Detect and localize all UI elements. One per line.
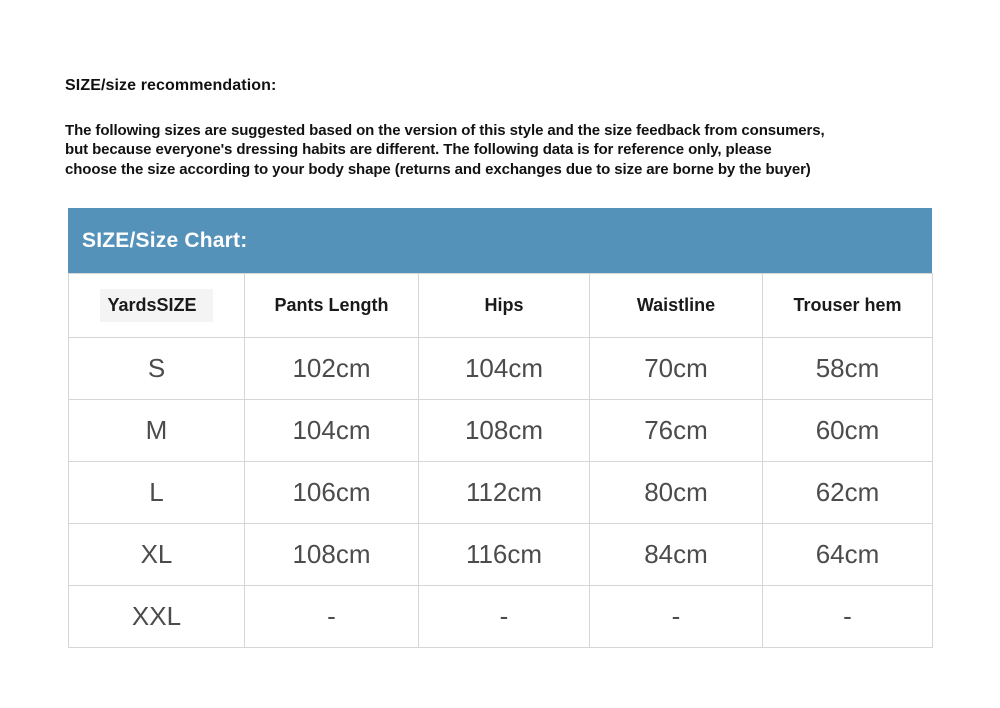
cell-value: 108cm (245, 524, 419, 586)
cell-value: 108cm (419, 400, 590, 462)
table-row-xxl (69, 586, 933, 648)
cell-value: 116cm (419, 524, 590, 586)
table-row-s (69, 338, 933, 400)
column-header-waistline: Waistline (590, 274, 763, 338)
cell-value: 80cm (590, 462, 763, 524)
column-header-pants-length: Pants Length (245, 274, 419, 338)
column-header-hips: Hips (419, 274, 590, 338)
paragraph-line-3: choose the size according to your body shape (returns and exchanges due to size are borne by the buyer) (65, 160, 811, 178)
column-header-size (69, 274, 245, 338)
cell-value: 84cm (590, 524, 763, 586)
cell-value: 64cm (763, 524, 933, 586)
cell-value: - (419, 586, 590, 648)
table-row-xl (69, 524, 933, 586)
cell-value: 58cm (763, 338, 933, 400)
size-label: XXL (69, 586, 245, 648)
size-label: M (69, 400, 245, 462)
size-chart-header-label: SIZE/Size Chart: (82, 228, 248, 252)
size-recommendation-paragraph (65, 121, 937, 179)
table-row-m (69, 400, 933, 462)
cell-value: 62cm (763, 462, 933, 524)
size-label: XL (69, 524, 245, 586)
table-header-row (69, 274, 933, 338)
cell-value: 112cm (419, 462, 590, 524)
cell-value: 70cm (590, 338, 763, 400)
cell-value: 106cm (245, 462, 419, 524)
column-header-trouser-hem: Trouser hem (763, 274, 933, 338)
size-label: L (69, 462, 245, 524)
size-label: S (69, 338, 245, 400)
size-chart-section (68, 208, 932, 648)
table-row-l (69, 462, 933, 524)
size-chart-header (68, 208, 932, 273)
cell-value: - (245, 586, 419, 648)
paragraph-line-2: but because everyone's dressing habits are different. The following data is for reference only, please (65, 141, 772, 159)
cell-value: 60cm (763, 400, 933, 462)
cell-value: - (763, 586, 933, 648)
cell-value: 76cm (590, 400, 763, 462)
size-recommendation-title: SIZE/size recommendation: (65, 77, 277, 94)
cell-value: 104cm (245, 400, 419, 462)
cell-value: 102cm (245, 338, 419, 400)
paragraph-line-1: The following sizes are suggested based on the version of this style and the size feedback from consumers, (65, 122, 825, 139)
cell-value: 104cm (419, 338, 590, 400)
size-table (68, 273, 933, 648)
column-header-size-label: YardsSIZE (100, 289, 212, 322)
cell-value: - (590, 586, 763, 648)
